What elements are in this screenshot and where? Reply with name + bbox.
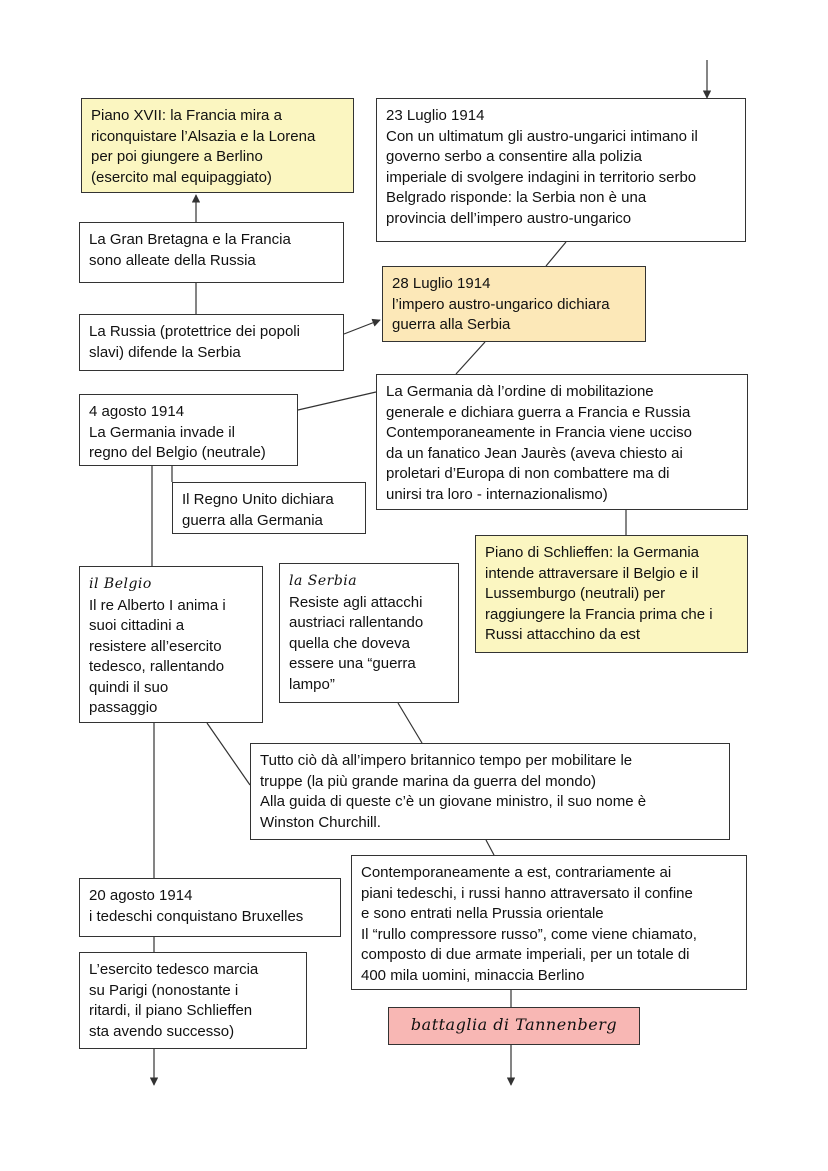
mobilitazione-line: Contemporaneamente in Francia viene ucciso	[386, 424, 692, 441]
dichiara-guerra-line: guerra alla Serbia	[392, 316, 511, 333]
belgio-line: passaggio	[89, 699, 158, 716]
mobilitazione-line: proletari d’Europa di non combattere ma di	[386, 465, 670, 482]
mobilitazione-line: da un fanatico Jean Jaurès (aveva chiesto ai	[386, 444, 683, 462]
dichiara-guerra-box	[382, 266, 646, 342]
tannenberg-box	[388, 1007, 640, 1045]
ultimatum-line: Belgrado risponde: la Serbia non è una	[386, 189, 647, 206]
est-line: e sono entrati nella Prussia orientale	[361, 905, 604, 922]
schlieffen-line: Russi attacchino da est	[485, 626, 641, 643]
churchill-box	[250, 743, 730, 840]
belgio-line: quindi il suo	[89, 678, 169, 696]
serbia-box	[279, 563, 459, 703]
ultimatum-box	[376, 98, 746, 242]
piano-xvii-line: Piano XVII: la Francia mira a	[91, 107, 282, 124]
serbia-line: Resiste agli attacchi	[289, 593, 423, 611]
est-line: Contemporaneamente a est, contrariamente ai	[361, 864, 672, 881]
line-dichiara-to-mobilitazione	[456, 342, 485, 374]
parigi-box	[79, 952, 307, 1049]
parigi-line: su Parigi (nonostante i	[89, 981, 239, 999]
schlieffen-line: Piano di Schlieffen: la Germania	[485, 544, 700, 561]
bruxelles-date: 20 agosto 1914	[89, 887, 193, 904]
regno-unito-line: Il Regno Unito dichiara	[182, 491, 334, 508]
bruxelles-line: i tedeschi conquistano Bruxelles	[89, 907, 304, 925]
serbia-line: austriaci rallentando	[289, 614, 424, 631]
est-box	[351, 855, 747, 990]
dichiara-guerra-line: l’impero austro-ungarico dichiara	[392, 295, 610, 313]
belgio-line: suoi cittadini a	[89, 617, 185, 634]
serbia-title: la Serbia	[289, 573, 358, 589]
belgio-invaso-line: La Germania invade il	[89, 423, 235, 441]
belgio-invaso-date: 4 agosto 1914	[89, 403, 185, 420]
piano-xvii-line: riconquistare l’Alsazia e la Lorena	[91, 127, 316, 145]
russia-line: slavi) difende la Serbia	[89, 343, 241, 361]
est-line: 400 mila uomini, minaccia Berlino	[361, 966, 585, 984]
line-serbia-to-churchill	[398, 703, 422, 743]
churchill-line: truppe (la più grande marina da guerra del mondo)	[260, 772, 597, 790]
churchill-line: Winston Churchill.	[260, 813, 381, 831]
mobilitazione-line: La Germania dà l’ordine di mobilitazione	[386, 383, 654, 400]
regno-unito-box	[172, 482, 366, 534]
parigi-line: ritardi, il piano Schlieffen	[89, 1002, 253, 1019]
tannenberg-label: battaglia di Tannenberg	[410, 1015, 618, 1034]
belgio-invaso-box	[79, 394, 298, 466]
ultimatum-date: 23 Luglio 1914	[386, 107, 485, 124]
parigi-line: sta avendo successo)	[89, 1022, 235, 1040]
ultimatum-line: provincia dell’impero austro-ungarico	[386, 209, 632, 227]
line-ultimatum-to-dichiara	[546, 242, 566, 266]
line-mobilitazione-to-invasione	[298, 392, 376, 410]
belgio-title: il Belgio	[89, 576, 152, 592]
churchill-line: Tutto ciò dà all’impero britannico tempo per mobilitare le	[260, 752, 633, 769]
parigi-line: L’esercito tedesco marcia	[89, 961, 259, 978]
est-line: piani tedeschi, i russi hanno attraversato il confine	[361, 884, 693, 902]
belgio-line: Il re Alberto I anima i	[89, 596, 226, 614]
mobilitazione-line: generale e dichiara guerra a Francia e Russia	[386, 403, 691, 421]
regno-unito-line: guerra alla Germania	[182, 511, 323, 529]
russia-line: La Russia (protettrice dei popoli	[89, 323, 300, 340]
bruxelles-box	[79, 878, 341, 937]
arrow-russia-to-dichiara	[344, 320, 380, 334]
belgio-box	[79, 566, 263, 723]
serbia-line: quella che doveva	[289, 634, 410, 652]
line-churchill-to-est	[486, 840, 494, 855]
schlieffen-line: Lussemburgo (neutrali) per	[485, 585, 666, 602]
churchill-line: Alla guida di queste c’è un giovane ministro, il suo nome è	[260, 793, 647, 810]
line-belgio-to-churchill	[207, 723, 250, 785]
alleate-line: sono alleate della Russia	[89, 251, 256, 269]
schlieffen-box	[475, 535, 748, 653]
mobilitazione-box	[376, 374, 748, 510]
est-line: composto di due armate imperiali, per un totale di	[361, 946, 690, 963]
est-line: Il “rullo compressore russo”, come viene chiamato,	[361, 925, 697, 943]
schlieffen-line: intende attraversare il Belgio e il	[485, 564, 699, 582]
ultimatum-line: Con un ultimatum gli austro-ungarici intimano il	[386, 127, 698, 145]
serbia-line: lampo”	[289, 675, 335, 693]
piano-xvii-line: (esercito mal equipaggiato)	[91, 168, 272, 186]
alleate-box	[79, 222, 344, 283]
piano-xvii-line: per poi giungere a Berlino	[91, 148, 263, 165]
belgio-line: resistere all’esercito	[89, 637, 222, 655]
mobilitazione-line: unirsi tra loro - internazionalismo)	[386, 485, 608, 503]
schlieffen-line: raggiungere la Francia prima che i	[485, 605, 713, 623]
belgio-invaso-line: regno del Belgio (neutrale)	[89, 444, 266, 461]
serbia-line: essere una “guerra	[289, 655, 416, 672]
piano-xvii-box	[81, 98, 354, 193]
belgio-line: tedesco, rallentando	[89, 658, 225, 675]
ultimatum-line: imperiale di svolgere indagini in territorio serbo	[386, 168, 697, 186]
russia-box	[79, 314, 344, 371]
dichiara-guerra-date: 28 Luglio 1914	[392, 275, 491, 292]
ultimatum-line: governo serbo a consentire alla polizia	[386, 148, 642, 165]
alleate-line: La Gran Bretagna e la Francia	[89, 231, 291, 248]
